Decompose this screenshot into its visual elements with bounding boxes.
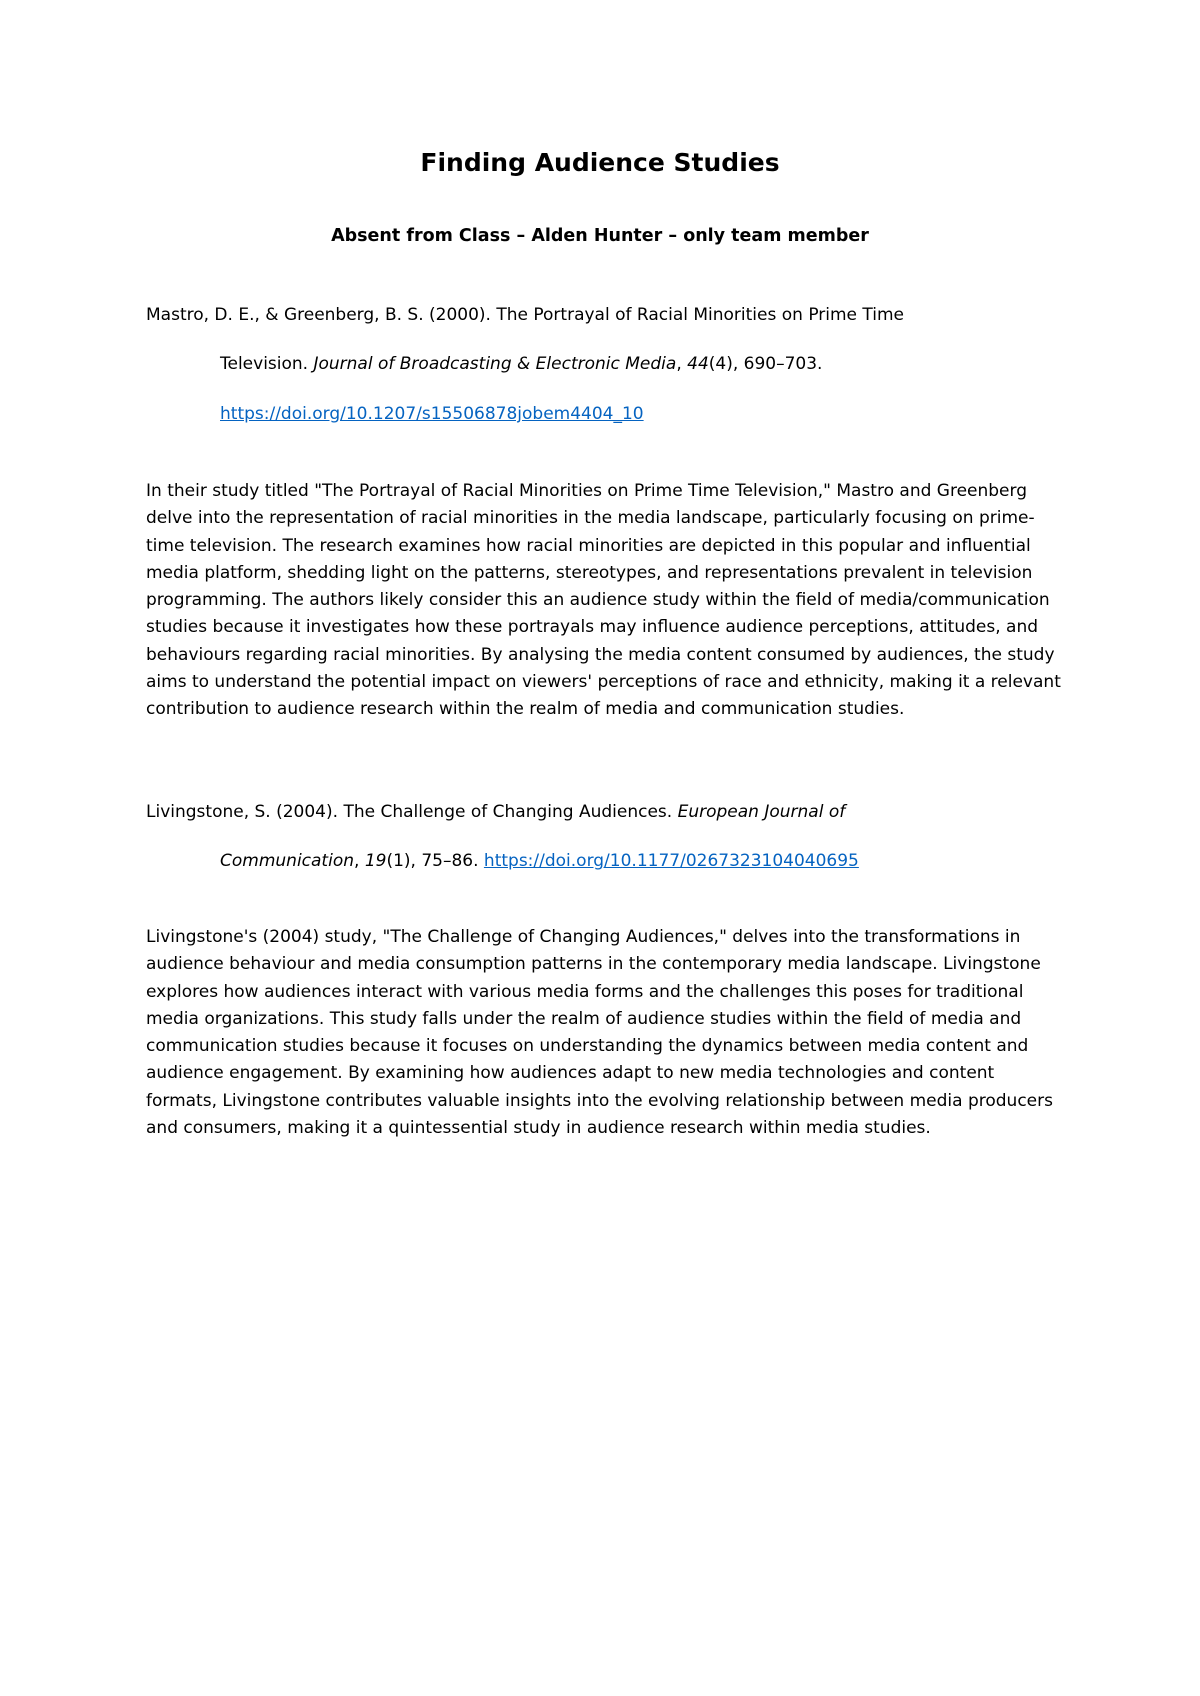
reference-1-issue-pages: (4), 690–703.: [708, 354, 823, 374]
reference-2-prefix: Livingstone, S. (2004). The Challenge of Changing Audiences.: [146, 802, 678, 822]
page-subtitle: Absent from Class – Alden Hunter – only team member: [331, 226, 869, 246]
reference-1-journal: Journal of Broadcasting & Electronic Media: [313, 354, 677, 374]
reference-2-journal-part-1: European Journal of: [677, 802, 846, 822]
reference-1-doi-link[interactable]: https://doi.org/10.1207/s15506878jobem4404_10: [220, 404, 644, 424]
reference-1-line-3: [220, 404, 644, 424]
reference-1-line-1: Mastro, D. E., & Greenberg, B. S. (2000). The Portrayal of Racial Minorities on Prime Time: [146, 305, 905, 325]
reference-1-prefix: Television.: [220, 354, 314, 374]
page-title: Finding Audience Studies: [420, 148, 780, 177]
reference-2-volume: 19: [364, 851, 387, 871]
reference-1-separator: ,: [676, 354, 688, 374]
summary-paragraph-2: Livingstone's (2004) study, "The Challenge of Changing Audiences," delves into the transformations in audience behaviour and media consumption patterns in the contemporary media landscape. Livingstone explores how audiences interact with various media forms and the challenges this poses for traditional media organizations. This study falls under the realm of audience studies within the field of media and communication studies because it focuses on understanding the dynamics between media content and audience engagement. By examining how audiences adapt to new media technologies and content formats, Livingstone contributes valuable insights into the evolving relationship between media producers and consumers, making it a quintessential study in audience research within media studies.: [146, 927, 1053, 1139]
reference-2-issue-pages: (1), 75–86.: [386, 851, 484, 871]
reference-2-journal-part-2: Communication: [220, 851, 354, 871]
reference-2-line-2: [220, 851, 859, 871]
reference-2-doi-link[interactable]: https://doi.org/10.1177/0267323104040695: [483, 851, 859, 871]
reference-2-line-1: [146, 802, 845, 822]
reference-2-separator: ,: [354, 851, 365, 871]
reference-1-volume: 44: [687, 354, 709, 374]
reference-1-line-2: [220, 354, 822, 374]
summary-paragraph-1: In their study titled "The Portrayal of Racial Minorities on Prime Time Television," Mastro and Greenberg delve into the representation of racial minorities in the media landscape, particularly focusing on prime-time television. The research examines how racial minorities are depicted in this popular and influential media platform, shedding light on the patterns, stereotypes, and representations prevalent in television programming. The authors likely consider this an audience study within the field of media/communication studies because it investigates how these portrayals may influence audience perceptions, attitudes, and behaviours regarding racial minorities. By analysing the media content consumed by audiences, the study aims to understand the potential impact on viewers' perceptions of race and ethnicity, making it a relevant contribution to audience research within the realm of media and communication studies.: [146, 481, 1061, 720]
